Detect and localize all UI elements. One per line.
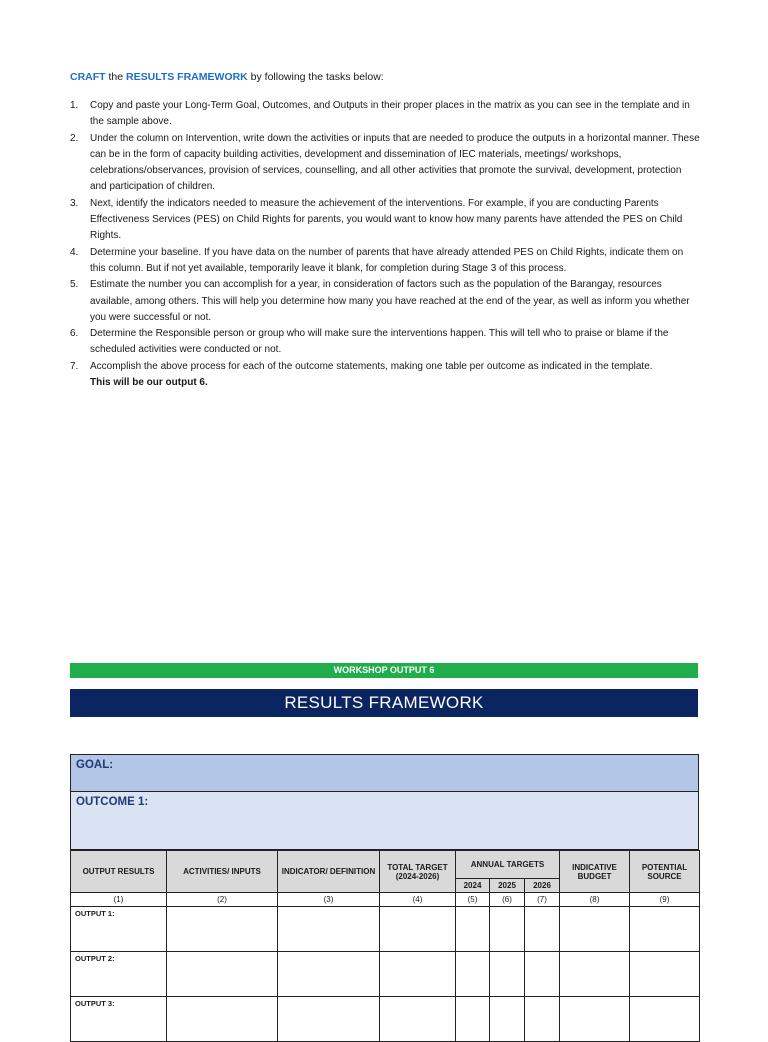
output-label: OUTPUT 2: [71,952,167,997]
table-cell[interactable] [560,997,630,1042]
col-number: (7) [525,893,560,907]
table-cell[interactable] [490,907,525,952]
task-item [70,326,700,359]
task-number: 5. [70,279,79,291]
header-indicator: INDICATOR/ DEFINITION [278,851,380,893]
task-number: 2. [70,132,79,144]
craft-word: CRAFT [70,71,106,83]
table-cell[interactable] [380,907,456,952]
goal-row [70,754,699,792]
task-item [70,196,700,245]
table-cell[interactable] [167,907,278,952]
task-text-main: Accomplish the above process for each of the outcome statements, making one table per outcome as indicated in the template. [90,360,653,372]
task-item [70,131,700,196]
results-framework-title: RESULTS FRAMEWORK [70,689,698,717]
task-item [70,359,700,392]
task-text: Determine your baseline. If you have data on the number of parents that have already attended PES on Child Rights, indicate them on this column. But if not yet available, temporarily leave it blank, for completion during Stage 3 of this process. [90,246,684,274]
col-number: (9) [630,893,700,907]
task-text: Estimate the number you can accomplish for a year, in consideration of factors such as the population of the Barangay, resources available, among others. This will help you determine how many you have reached at the end of the year, as well as inform you whether you were successful or not. [90,279,690,323]
table-cell[interactable] [278,907,380,952]
header-output-results: OUTPUT RESULTS [71,851,167,893]
table-cell[interactable] [560,952,630,997]
table-row [71,907,700,952]
task-item [70,98,700,131]
table-cell[interactable] [456,952,490,997]
col-number: (4) [380,893,456,907]
outcome-row [70,792,699,850]
header-annual-targets: ANNUAL TARGETS [456,851,560,879]
goal-label: GOAL: [76,759,114,771]
outcome-label: OUTCOME 1: [76,796,149,808]
table-cell[interactable] [380,997,456,1042]
output-label: OUTPUT 3: [71,997,167,1042]
table-row [71,952,700,997]
table-cell[interactable] [490,952,525,997]
task-item [70,245,700,278]
table-row [71,997,700,1042]
header-year-2025: 2025 [490,879,525,893]
table-cell[interactable] [525,907,560,952]
framework-word: RESULTS FRAMEWORK [126,71,248,83]
task-text: Copy and paste your Long-Term Goal, Outcomes, and Outputs in their proper places in the matrix as you can see in the template and in the sample above. [90,100,690,128]
output-table [70,850,700,1042]
header-year-2026: 2026 [525,879,560,893]
table-cell[interactable] [167,997,278,1042]
task-number: 3. [70,197,79,209]
table-cell[interactable] [560,907,630,952]
results-framework-matrix [70,754,699,1042]
table-cell[interactable] [278,952,380,997]
header-total-target: TOTAL TARGET (2024-2026) [380,851,456,893]
task-number: 7. [70,360,79,372]
col-number: (5) [456,893,490,907]
col-number: (8) [560,893,630,907]
table-cell[interactable] [525,997,560,1042]
table-cell[interactable] [630,952,700,997]
col-number: (6) [490,893,525,907]
col-number: (2) [167,893,278,907]
column-number-row [71,893,700,907]
header-year-2024: 2024 [456,879,490,893]
table-cell[interactable] [456,907,490,952]
task-text-bold: This will be our output 6. [90,377,208,389]
intro-line [70,70,700,85]
header-source: POTENTIAL SOURCE [630,851,700,893]
table-cell[interactable] [456,997,490,1042]
table-cell[interactable] [630,907,700,952]
task-number: 6. [70,328,79,340]
workshop-output-banner: WORKSHOP OUTPUT 6 [70,663,698,678]
col-number: (1) [71,893,167,907]
task-text: Under the column on Intervention, write down the activities or inputs that are needed to produce the outputs in a horizontal manner. These can be in the form of capacity building activities, development and dissemination of IEC materials, meetings/ workshops, celebrations/observances, provision of services, counselling, and all other activities that promote the survival, development, protection and participation of children. [90,132,700,193]
intro-rest: by following the tasks below: [247,71,384,83]
table-cell[interactable] [525,952,560,997]
intro-the: the [105,71,127,83]
task-number: 4. [70,246,79,258]
col-number: (3) [278,893,380,907]
task-text: Next, identify the indicators needed to measure the achievement of the interventions. For example, if you are conducting Parents Effectiveness Services (PES) on Child Rights for parents, you would want to know how many parents have attended the PES on Child Rights. [90,197,683,242]
table-cell[interactable] [380,952,456,997]
table-cell[interactable] [490,997,525,1042]
table-cell[interactable] [630,997,700,1042]
task-list [70,98,700,391]
header-activities: ACTIVITIES/ INPUTS [167,851,278,893]
task-text [90,359,700,392]
table-cell[interactable] [278,997,380,1042]
output-label: OUTPUT 1: [71,907,167,952]
task-number: 1. [70,100,79,111]
task-item [70,277,700,326]
table-cell[interactable] [167,952,278,997]
task-text: Determine the Responsible person or group who will make sure the interventions happen. This will tell who to praise or blame if the scheduled activities were conducted or not. [90,328,669,356]
header-budget: INDICATIVE BUDGET [560,851,630,893]
